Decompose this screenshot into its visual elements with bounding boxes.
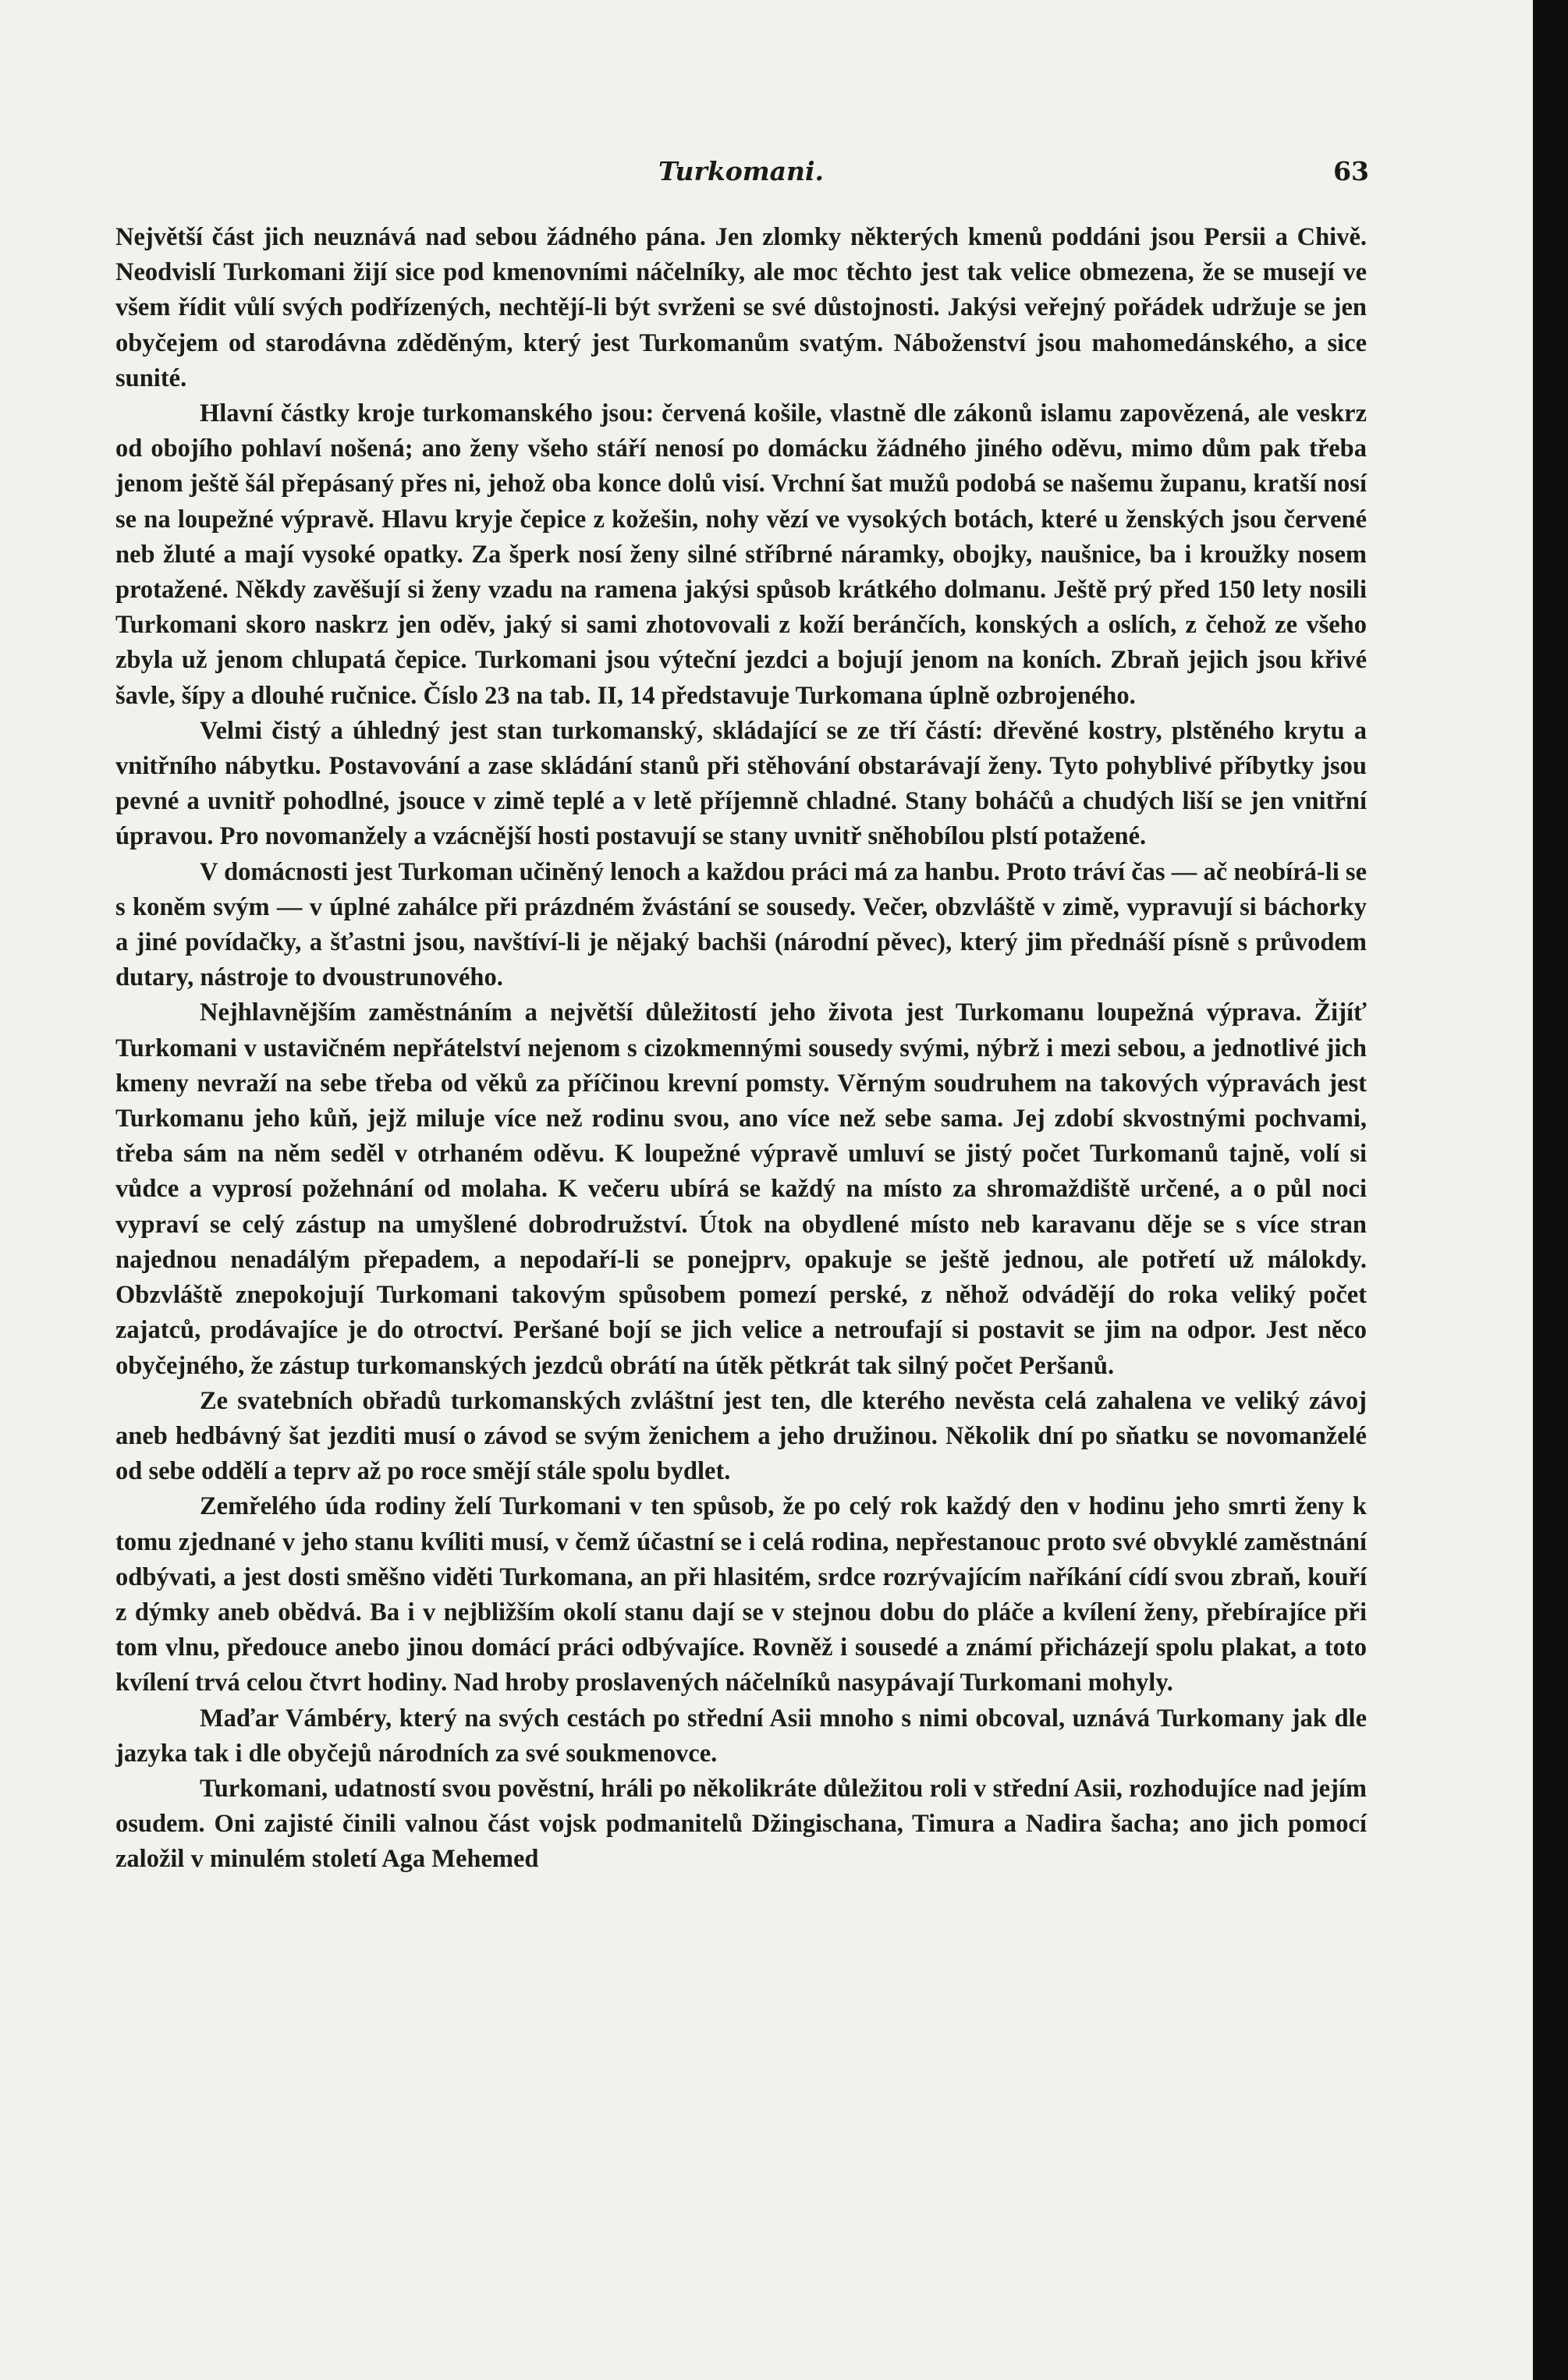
- paragraph: Ze svatebních obřadů turkomanských zvláštní jest ten, dle kterého nevěsta celá zahalena ve veliký závoj aneb hedbávný šat jezditi musí o závod se svým ženichem a jeho družinou. Několik dní po sňatku se novomanželé od sebe oddělí a teprv až po roce smějí stále spolu bydlet.: [115, 1386, 1367, 1486]
- paragraph: Velmi čistý a úhledný jest stan turkomanský, skládající se ze tří částí: dřevěné kostry, plstěného krytu a vnitřního nábytku. Postavování a zase skládání stanů při stěhování obstarávají ženy. Tyto pohyblivé příbytky jsou pevné a uvnitř pohodlné, jsouce v zimě teplé a v letě příjemně chladné. Stany boháčů a chudých liší se jen vnitřní úpravou. Pro novomanžely a vzácnější hosti postavují se stany uvnitř sněhobílou plstí potažené.: [115, 716, 1367, 851]
- running-title: Turkomani.: [658, 156, 825, 186]
- page-number: 63: [1333, 156, 1369, 186]
- paragraph: Největší část jich neuznává nad sebou žádného pána. Jen zlomky některých kmenů poddáni jsou Persii a Chivě. Neodvislí Turkomani žijí sice pod kmenovními náčelníky, ale moc těchto jest tak velice obmezena, že se musejí ve všem řídit vůlí svých podřízených, nechtějí-li být svrženi se své důstojnosti. Jakýsi veřejný pořádek udržuje se jen obyčejem od starodávna zděděným, který jest Turkomanům svatým. Náboženství jsou mahomedánského, a sice sunité.: [115, 223, 1367, 392]
- paragraph: Nejhlavnějším zaměstnáním a největší důležitostí jeho života jest Turkomanu loupežná výprava. Žijíť Turkomani v ustavičném nepřátelství nejenom s cizokmennými sousedy svými, nýbrž i mezi sebou, a jednotlivé jich kmeny nevraží na sebe třeba od věků za příčinou krevní pomsty. Věrným soudruhem na takových výpravách jest Turkomanu jeho kůň, jejž miluje více než rodinu svou, ano více než sebe sama. Jej zdobí skvostnými pochvami, třeba sám na něm seděl v otrhaném oděvu. K loupežné výpravě umluví se jistý počet Turkomanů tajně, volí si vůdce a vyprosí požehnání od molaha. K večeru ubírá se každý na místo za shromaždiště určené, a o půl noci vypraví se celý zástup na umyšlené dobrodružství. Útok na obydlené místo neb karavanu děje se s více stran najednou nenadálým přepadem, a nepodaří-li se ponejprv, opakuje se ještě jednou, ale potřetí už málokdy. Obzvláště znepokojují Turkomani takovým spůsobem pomezí perské, z něhož odvádějí do roka veliký počet zajatců, prodávajíce je do otroctví. Peršané bojí se jich velice a netroufají si postavit se jim na odpor. Jest něco obyčejného, že zástup turkomanských jezdců obrátí na útěk pětkrát tak silný počet Peršanů.: [115, 998, 1367, 1380]
- paragraph: V domácnosti jest Turkoman učiněný lenoch a každou práci má za hanbu. Proto tráví čas — ač neobírá-li se s koněm svým — v úplné zahálce při prázdném žvástání se sousedy. Večer, obzvláště v zimě, vypravují si báchorky a jiné povídačky, a šťastni jsou, navštíví-li je nějaký bachši (národní pěvec), který jim přednáší písně s průvodem dutary, nástroje to dvoustrunového.: [115, 857, 1367, 992]
- paragraph: Hlavní částky kroje turkomanského jsou: červená košile, vlastně dle zákonů islamu zapovězená, ale veskrz od obojího pohlaví nošená; ano ženy všeho stáří nenosí po domácku žádného jiného oděvu, mimo dům pak třeba jenom ještě šál přepásaný přes ni, jehož oba konce dolů visí. Vrchní šat mužů podobá se našemu županu, kratší nosí se na loupežné výpravě. Hlavu kryje čepice z kožešin, nohy vězí ve vysokých botách, které u ženských jsou červené neb žluté a mají vysoké opatky. Za šperk nosí ženy silné stříbrné náramky, obojky, naušnice, ba i kroužky nosem protažené. Někdy zavěšují si ženy vzadu na ramena jakýsi spůsob krátkého dolmanu. Ještě prý před 150 lety nosili Turkomani skoro naskrz jen oděv, jaký si sami zhotovovali z koží beránčích, konských a oslích, z čehož ze všeho zbyla už jenom chlupatá čepice. Turkomani jsou výteční jezdci a bojují jenom na koních. Zbraň jejich jsou křivé šavle, šípy a dlouhé ručnice. Číslo 23 na tab. II, 14 představuje Turkomana úplně ozbrojeného.: [115, 399, 1367, 710]
- paragraph: Zemřelého úda rodiny želí Turkomani v ten spůsob, že po celý rok každý den v hodinu jeho smrti ženy k tomu zjednané v jeho stanu kvíliti musí, v čemž účastní se i celá rodina, nepřestanouc proto své obvyklé zaměstnání odbývati, a jest dosti směšno viděti Turkomana, an při hlasitém, srdce rozrývajícím naříkání cídí svou zbraň, kouří z dýmky aneb obědvá. Ba i v nejbližším okolí stanu dají se v stejnou dobu do pláče a kvílení ženy, přebírajíce při tom vlnu, předouce anebo jinou domácí práci odbývajíce. Rovněž i sousedé a známí přicházejí spolu plakat, a toto kvílení trvá celou čtvrt hodiny. Nad hroby proslavených náčelníků nasypávají Turkomani mohyly.: [115, 1492, 1367, 1697]
- paragraph: Maďar Vámbéry, který na svých cestách po střední Asii mnoho s nimi obcoval, uznává Turkomany jak dle jazyka tak i dle obyčejů národních za své soukmenovce.: [115, 1704, 1367, 1768]
- page-header: [113, 156, 1369, 195]
- body-text: [115, 220, 1367, 1878]
- paragraph: Turkomani, udatností svou pověstní, hráli po několikráte důležitou roli v střední Asii, rozhodujíce nad jejím osudem. Oni zajisté činili valnou část vojsk podmanitelů Džingischana, Timura a Nadira šacha; ano jich pomocí založil v minulém století Aga Mehemed: [115, 1774, 1367, 1874]
